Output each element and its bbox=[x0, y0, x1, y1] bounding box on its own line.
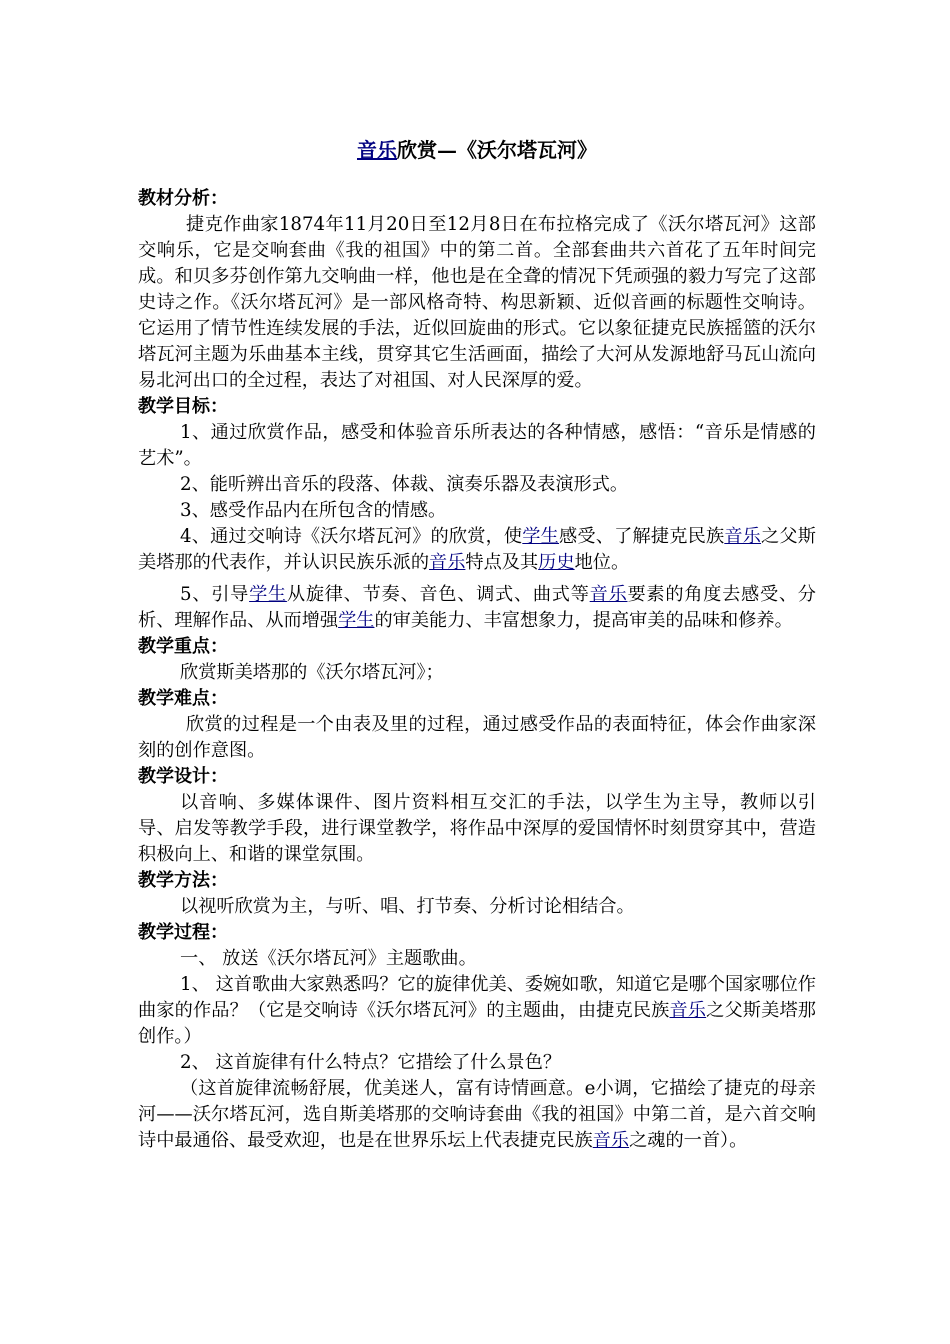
goal-5-text-c: 要素的角度去感受、分析、理解作品、从而增强 bbox=[138, 584, 816, 631]
link-student[interactable]: 学生 bbox=[249, 584, 287, 605]
goal-5-text-a: 5、引导 bbox=[180, 584, 250, 605]
heading-design: 教学设计： bbox=[138, 766, 228, 787]
document-body bbox=[138, 130, 816, 1154]
title-music-link[interactable]: 音乐 bbox=[357, 138, 397, 162]
heading-goals: 教学目标： bbox=[138, 396, 228, 417]
design-text: 以音响、多媒体课件、图片资料相互交汇的手法，以学生为主导，教师以引导、启发等教学手段，进行课堂教学，将作品中深厚的爱国情怀时刻贯穿其中，营造积极向上、和谐的课堂氛围。 bbox=[138, 792, 816, 865]
link-music[interactable]: 音乐 bbox=[724, 526, 762, 547]
document-title bbox=[138, 130, 816, 170]
process-question-2: 2、 这首旋律有什么特点？它措绘了什么景色？ bbox=[180, 1052, 562, 1073]
heading-analysis: 教材分析： bbox=[138, 188, 228, 209]
goal-5-text-b: 从旋律、节奏、音色、调式、曲式等 bbox=[286, 584, 590, 605]
link-music[interactable]: 音乐 bbox=[429, 552, 466, 573]
link-history[interactable]: 历史 bbox=[538, 552, 575, 573]
link-student[interactable]: 学生 bbox=[338, 610, 375, 631]
method-text: 以视听欣赏为主，与听、唱、打节奏、分析讨论相结合。 bbox=[180, 896, 635, 917]
goal-5 bbox=[138, 582, 816, 634]
heading-process: 教学过程： bbox=[138, 922, 228, 943]
link-student[interactable]: 学生 bbox=[522, 526, 560, 547]
link-music[interactable]: 音乐 bbox=[592, 1130, 630, 1151]
goal-4-text-a: 4、通过交响诗《沃尔塔瓦河》的欣赏，使 bbox=[180, 526, 523, 547]
goal-1: 1、通过欣赏作品，感受和体验音乐所表达的各种情感，感悟：“音乐是情感的艺术”。 bbox=[138, 422, 816, 469]
heading-method: 教学方法： bbox=[138, 870, 228, 891]
question-1-text-a: 1、 这首歌曲大家熟悉吗？它的旋律优美、委婉如歌，知道它是哪个国家哪位作曲家的作品？（它是交响诗《沃尔塔瓦河》的主题曲，由捷克民族 bbox=[138, 974, 816, 1021]
goal-4-text-c: 之父斯美塔那的代表作，并认识民族乐派的 bbox=[138, 526, 816, 573]
heading-difficulty: 教学难点： bbox=[138, 688, 228, 709]
process-answer-2 bbox=[138, 1076, 816, 1154]
question-1-text-b: 之父斯美塔那创作。） bbox=[138, 1000, 816, 1047]
process-question-1 bbox=[138, 972, 816, 1050]
difficulty-text: 欣赏的过程是一个由表及里的过程，通过感受作品的表面特征，体会作曲家深刻的创作意图。 bbox=[138, 714, 816, 761]
answer-2-text-b: 之魂的一首）。 bbox=[629, 1130, 748, 1151]
answer-2-text-a: （这首旋律流畅舒展，优美迷人，富有诗情画意。e小调，它描绘了捷克的母亲河——沃尔塔瓦河，选自斯美塔那的交响诗套曲《我的祖国》中第二首，是六首交响诗中最通俗、最受欢迎，也是在世界乐坛上代表捷克民族 bbox=[138, 1078, 816, 1151]
goal-4-text-e: 地位。 bbox=[574, 552, 630, 573]
link-music[interactable]: 音乐 bbox=[669, 1000, 707, 1021]
analysis-paragraph: 捷克作曲家1874年11月20日至12月8日在布拉格完成了《沃尔塔瓦河》这部交响乐，它是交响套曲《我的祖国》中的第二首。全部套曲共六首花了五年时间完成。和贝多芬创作第九交响曲一样，他也是在全聋的情况下凭顽强的毅力写完了这部史诗之作。《沃尔塔瓦河》是一部风格奇特、构思新颖、近似音画的标题性交响诗。它运用了情节性连续发展的手法，近似回旋曲的形式。它以象征捷克民族摇篮的沃尔塔瓦河主题为乐曲基本主线，贯穿其它生活画面，描绘了大河从发源地舒马瓦山流向易北河出口的全过程，表达了对祖国、对人民深厚的爱。 bbox=[138, 214, 816, 391]
goal-2: 2、能听辨出音乐的段落、体裁、演奏乐器及表演形式。 bbox=[180, 474, 629, 495]
link-music[interactable]: 音乐 bbox=[589, 584, 628, 605]
title-text: 欣赏—《沃尔塔瓦河》 bbox=[397, 138, 597, 162]
goal-4-text-d: 特点及其 bbox=[465, 552, 539, 573]
goal-5-text-d: 的审美能力、丰富想象力，提高审美的品味和修养。 bbox=[374, 610, 793, 631]
goal-3: 3、感受作品内在所包含的情感。 bbox=[180, 500, 447, 521]
goal-4 bbox=[138, 524, 816, 576]
process-step-1: 一、 放送《沃尔塔瓦河》主题歌曲。 bbox=[180, 948, 477, 969]
heading-focus: 教学重点： bbox=[138, 636, 228, 657]
focus-text: 欣赏斯美塔那的《沃尔塔瓦河》； bbox=[180, 662, 444, 683]
goal-4-text-b: 感受、了解捷克民族 bbox=[559, 526, 725, 547]
